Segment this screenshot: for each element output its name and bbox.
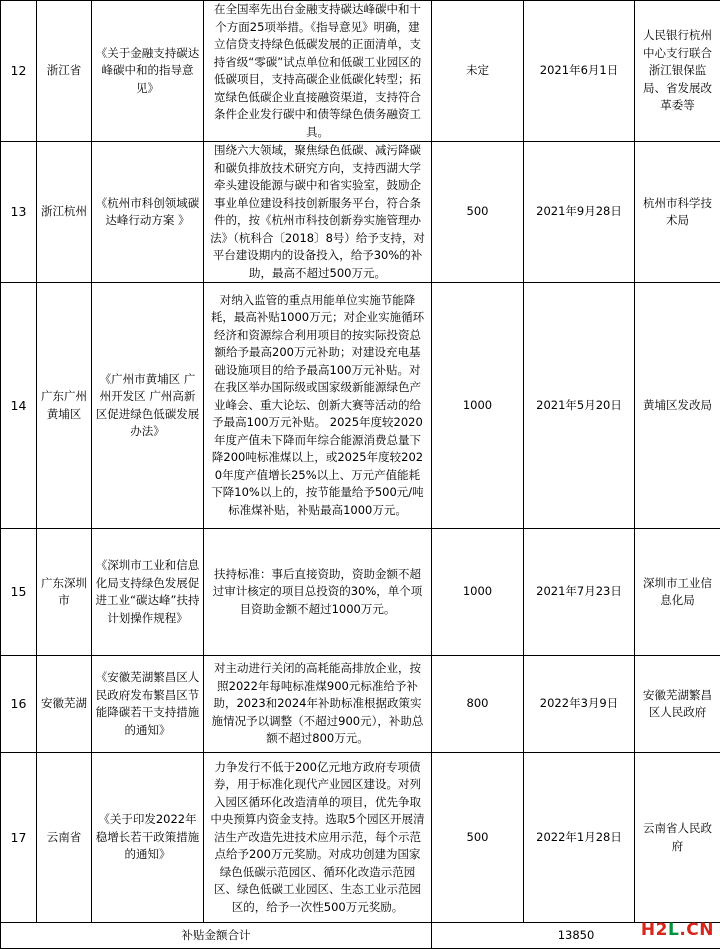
region-cell: 广东深圳市 xyxy=(37,529,92,656)
date-cell: 2022年3月9日 xyxy=(524,656,635,753)
table-row xyxy=(1,1,720,142)
date-cell: 2021年7月23日 xyxy=(524,529,635,656)
h2l-watermark-logo: H2L.CN xyxy=(641,920,714,940)
policy-title-cell: 《安徽芜湖繁昌区人民政府发布繁昌区节能降碳若干支持措施的通知》 xyxy=(92,656,204,753)
policy-content-cell: 在全国率先出台金融支持碳达峰碳中和十个方面25项举措。《指导意见》明确，建立信贷支持绿色低碳发展的正面清单，支持省级“零碳”试点单位和低碳工业园区的低碳项目，支持高碳企业低碳化转型；拓宽绿色低碳企业直接融资渠道，支持符合条件企业发行碳中和债等绿色债务融资工具。 xyxy=(204,1,432,142)
region-cell: 广东广州黄埔区 xyxy=(37,283,92,529)
row-number: 17 xyxy=(1,753,37,923)
row-number: 12 xyxy=(1,1,37,142)
policy-title-cell: 《深圳市工业和信息化局支持绿色发展促进工业“碳达峰”扶持计划操作规程》 xyxy=(92,529,204,656)
agency-cell: 杭州市科学技术局 xyxy=(635,142,720,283)
policy-content-cell: 对纳入监管的重点用能单位实施节能降耗，最高补贴1000万元；对企业实施循环经济和资源综合利用项目的按实际投资总额给予最高200万元补助；对建设充电基础设施项目的给予最高100万元补贴。对在我区举办国际级或国家级新能源绿色产业峰会、重大论坛、创新大赛等活动的给予最高100万元补贴。 2025年度较2020年度产值未下降而年综合能源消费总量下降200吨标准煤以上，或2025年度较2020年度产值增长25%以上、万元产值能耗下降10%以上的，按节能量给予500元/吨标准煤补贴，补贴最高1000万元。 xyxy=(204,283,432,529)
row-number: 16 xyxy=(1,656,37,753)
amount-cell: 未定 xyxy=(432,1,524,142)
table-row xyxy=(1,529,720,656)
row-number: 14 xyxy=(1,283,37,529)
policy-content-cell: 扶持标准：事后直接资助，资助金额不超过审计核定的项目总投资的30%，单个项目资助金额不超过1000万元。 xyxy=(204,529,432,656)
amount-cell: 1000 xyxy=(432,283,524,529)
row-number: 13 xyxy=(1,142,37,283)
region-cell: 安徽芜湖 xyxy=(37,656,92,753)
table-row xyxy=(1,283,720,529)
policy-content-cell: 围绕六大领域，聚焦绿色低碳、减污降碳和碳负排放技术研究方向，支持西湖大学牵头建设能源与碳中和省实验室，鼓励企事业单位建设科技创新服务平台，符合条件的，按《杭州市科技创新券实施管理办法》（杭科合〔2018〕8号）给予支持，对平台建设期内的设备投入，给予30%的补助，最高不超过500万元。 xyxy=(204,142,432,283)
policy-title-cell: 《杭州市科创领域碳达峰行动方案 》 xyxy=(92,142,204,283)
amount-cell: 500 xyxy=(432,142,524,283)
total-label: 补贴金额合计 xyxy=(1,923,432,949)
row-number: 15 xyxy=(1,529,37,656)
amount-cell: 1000 xyxy=(432,529,524,656)
table-row xyxy=(1,656,720,753)
table-row xyxy=(1,142,720,283)
agency-cell: 云南省人民政府 xyxy=(635,753,720,923)
region-cell: 浙江省 xyxy=(37,1,92,142)
agency-cell: 深圳市工业信息化局 xyxy=(635,529,720,656)
agency-cell: 安徽芜湖繁昌区人民政府 xyxy=(635,656,720,753)
agency-cell: 人民银行杭州中心支行联合浙江银保监局、省发展改革委等 xyxy=(635,1,720,142)
date-cell: 2021年9月28日 xyxy=(524,142,635,283)
date-cell: 2021年5月20日 xyxy=(524,283,635,529)
total-row xyxy=(1,923,720,949)
policy-title-cell: 《关于金融支持碳达峰碳中和的指导意见》 xyxy=(92,1,204,142)
date-cell: 2021年6月1日 xyxy=(524,1,635,142)
policy-content-cell: 对主动进行关闭的高耗能高排放企业，按照2022年每吨标准煤900元标准给予补助，2023和2024年补助标准根据政策实施情况予以调整（不超过900元），补助总额不超过800万元。 xyxy=(204,656,432,753)
table-row xyxy=(1,753,720,923)
total-value: 13850 xyxy=(432,923,720,949)
table-body xyxy=(1,1,720,949)
date-cell: 2022年1月28日 xyxy=(524,753,635,923)
region-cell: 云南省 xyxy=(37,753,92,923)
policy-content-cell: 力争发行不低于200亿元地方政府专项债券，用于标准化现代产业园区建设。对列入园区循环化改造清单的项目，优先争取中央预算内资金支持。选取5个园区开展清洁生产改造先进技术应用示范，每个示范点给予200万元奖励。对成功创建为国家绿色低碳示范园区、循环化改造示范园区、绿色低碳工业园区、生态工业示范园区的，给予一次性500万元奖励。 xyxy=(204,753,432,923)
policy-title-cell: 《广州市黄埔区 广州开发区 广州高新区促进绿色低碳发展办法》 xyxy=(92,283,204,529)
policy-title-cell: 《关于印发2022年稳增长若干政策措施的通知》 xyxy=(92,753,204,923)
region-cell: 浙江杭州 xyxy=(37,142,92,283)
amount-cell: 500 xyxy=(432,753,524,923)
agency-cell: 黄埔区发改局 xyxy=(635,283,720,529)
amount-cell: 800 xyxy=(432,656,524,753)
